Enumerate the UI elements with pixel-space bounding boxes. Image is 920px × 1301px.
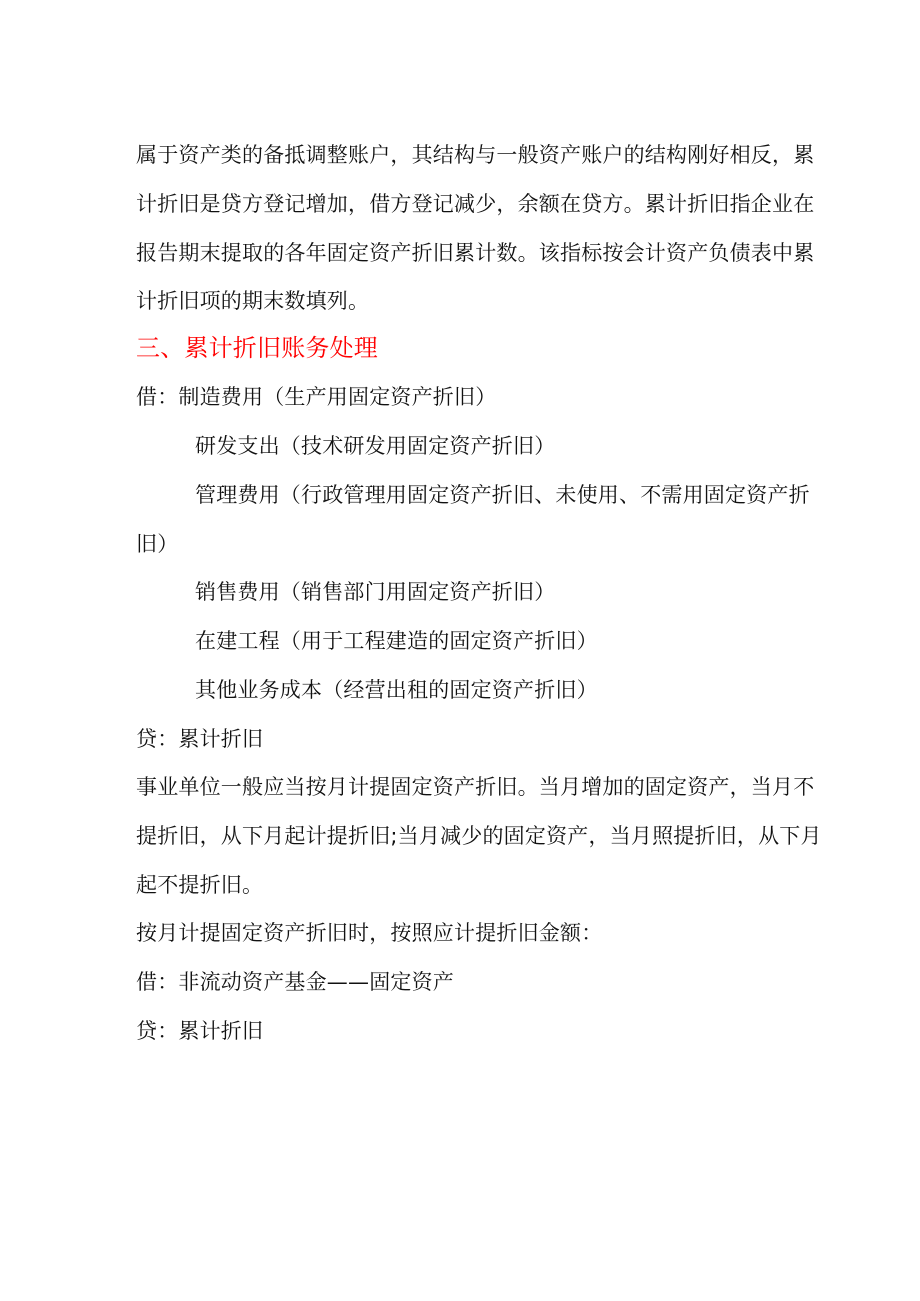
- section-heading-accumulated-depreciation-accounting: 三、累计折旧账务处理: [136, 334, 378, 362]
- public-unit-paragraph-line-2: 提折旧，从下月起计提折旧;当月减少的固定资产，当月照提折旧，从下月: [136, 824, 822, 848]
- intro-paragraph-line-3: 报告期末提取的各年固定资产折旧累计数。该指标按会计资产负债表中累: [136, 241, 815, 265]
- debit-entry-admin-expense-continued: 旧）: [136, 532, 179, 556]
- debit-entry-manufacturing-overhead: 借：制造费用（生产用固定资产折旧）: [136, 385, 497, 409]
- monthly-depreciation-note: 按月计提固定资产折旧时，按照应计提折旧金额：: [136, 921, 603, 945]
- public-unit-paragraph-line-3: 起不提折旧。: [136, 873, 264, 897]
- debit-entry-other-business-cost: 其他业务成本（经营出租的固定资产折旧）: [195, 678, 598, 702]
- intro-paragraph-line-2: 计折旧是贷方登记增加，借方登记减少，余额在贷方。累计折旧指企业在: [136, 192, 815, 216]
- debit-entry-construction-in-progress: 在建工程（用于工程建造的固定资产折旧）: [195, 629, 598, 653]
- intro-paragraph-line-4: 计折旧项的期末数填列。: [136, 289, 370, 313]
- intro-paragraph-line-1: 属于资产类的备抵调整账户，其结构与一般资产账户的结构刚好相反，累: [136, 143, 815, 167]
- debit-entry-rd-expense: 研发支出（技术研发用固定资产折旧）: [195, 434, 556, 458]
- debit-entry-noncurrent-asset-fund: 借：非流动资产基金——固定资产: [136, 970, 454, 994]
- credit-entry-accumulated-depreciation-2: 贷：累计折旧: [136, 1019, 264, 1043]
- public-unit-paragraph-line-1: 事业单位一般应当按月计提固定资产折旧。当月增加的固定资产，当月不: [136, 775, 815, 799]
- debit-entry-admin-expense: 管理费用（行政管理用固定资产折旧、未使用、不需用固定资产折: [195, 483, 810, 507]
- credit-entry-accumulated-depreciation: 贷：累计折旧: [136, 727, 264, 751]
- debit-entry-selling-expense: 销售费用（销售部门用固定资产折旧）: [195, 580, 556, 604]
